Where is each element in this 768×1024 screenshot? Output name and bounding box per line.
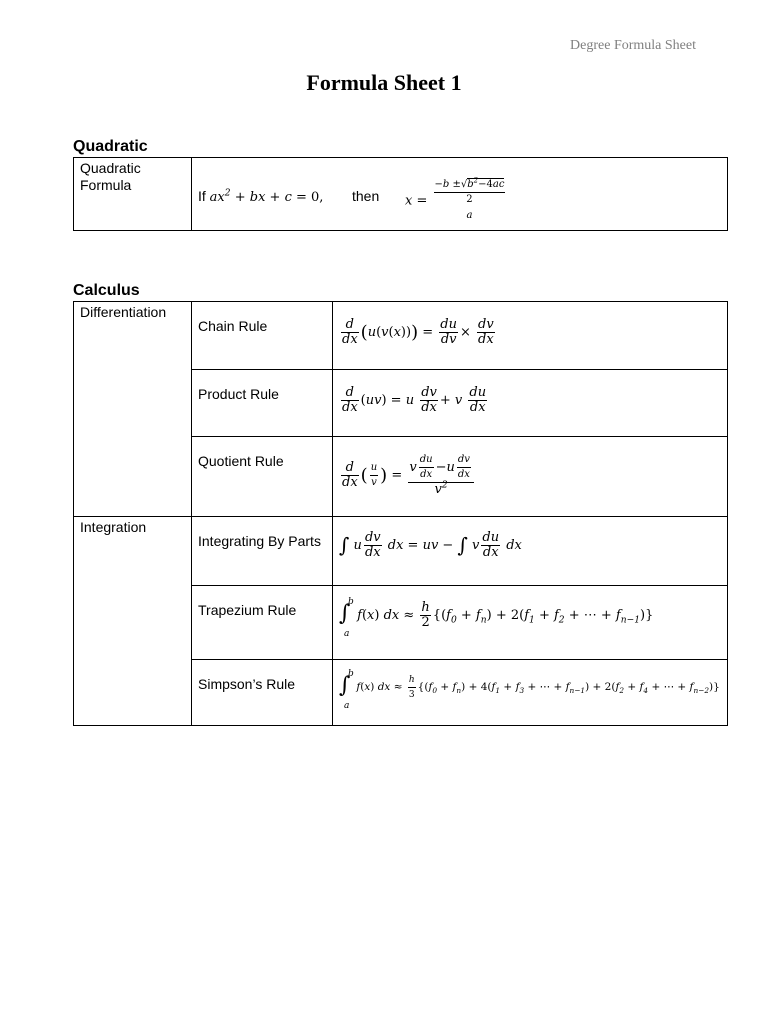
chain-rule-formula: $\frac{d}{dx}$ (u(v(x))) = $\frac{du}{dv}$ × $\frac{dv}{dx}$ <box>333 302 728 370</box>
quadratic-equation: $ax^2$ + bx + c = 0, <box>209 188 324 205</box>
product-rule-formula: $\frac{d}{dx}$ (uv) = u $\frac{dv}{dx}$ + v $\frac{du}{dx}$ <box>333 370 728 437</box>
chain-rule-label: Chain Rule <box>192 302 333 370</box>
quadratic-formula-cell <box>192 158 728 231</box>
trapezium-rule-formula: ∫ b a f(x) dx ≈ $\frac{h}{2}$ {$(f_0 + f_n) + 2(f_1 + f_2$ + ⋯ + $f_{n-1}$)} <box>333 586 728 660</box>
integration-label: Integration <box>74 517 192 726</box>
table-row <box>74 158 728 231</box>
simpsons-rule-label: Simpson’s Rule <box>192 660 333 726</box>
product-rule-label: Product Rule <box>192 370 333 437</box>
table-row <box>74 302 728 370</box>
quotient-rule-label: Quotient Rule <box>192 437 333 517</box>
header-note: Degree Formula Sheet <box>570 38 696 53</box>
then-word: then <box>352 188 380 204</box>
quadratic-condition <box>198 188 323 206</box>
quadratic-table <box>73 157 728 231</box>
simpsons-rule-formula: ∫ b a f(x) dx ≈ $\frac{h}{3}$ {$(f_0 + f_n) + 4(f_1 + f_3$ + ⋯ + $f_{n-1}) + 2(f_2 + f_4$ + ⋯ + $f_{n-2}$)} <box>333 660 728 726</box>
calculus-table <box>73 301 728 726</box>
trapezium-rule-label: Trapezium Rule <box>192 586 333 660</box>
section-heading-quadratic: Quadratic <box>73 138 148 155</box>
differentiation-label: Differentiation <box>74 302 192 517</box>
integrating-by-parts-label: Integrating By Parts <box>192 517 333 586</box>
section-heading-calculus: Calculus <box>73 282 140 299</box>
quadratic-formula-label: Quadratic Formula <box>74 158 192 231</box>
table-row <box>74 517 728 586</box>
if-word: If <box>198 188 206 204</box>
quadratic-solution: x = $-b \pm√b^2-4ac$ 2 a <box>405 176 505 221</box>
page-title: Formula Sheet 1 <box>306 70 462 95</box>
integrating-by-parts-formula: ∫ u $\frac{dv}{dx}$ dx = uv − ∫ v $\frac{du}{dx}$ dx <box>333 517 728 586</box>
quotient-rule-formula: $\frac{d}{dx}$ ( $\frac{u}{v}$ ) = v $\frac{du}{dx}$ −u $\frac{dv}{dx}$ $v^2$ <box>333 437 728 517</box>
